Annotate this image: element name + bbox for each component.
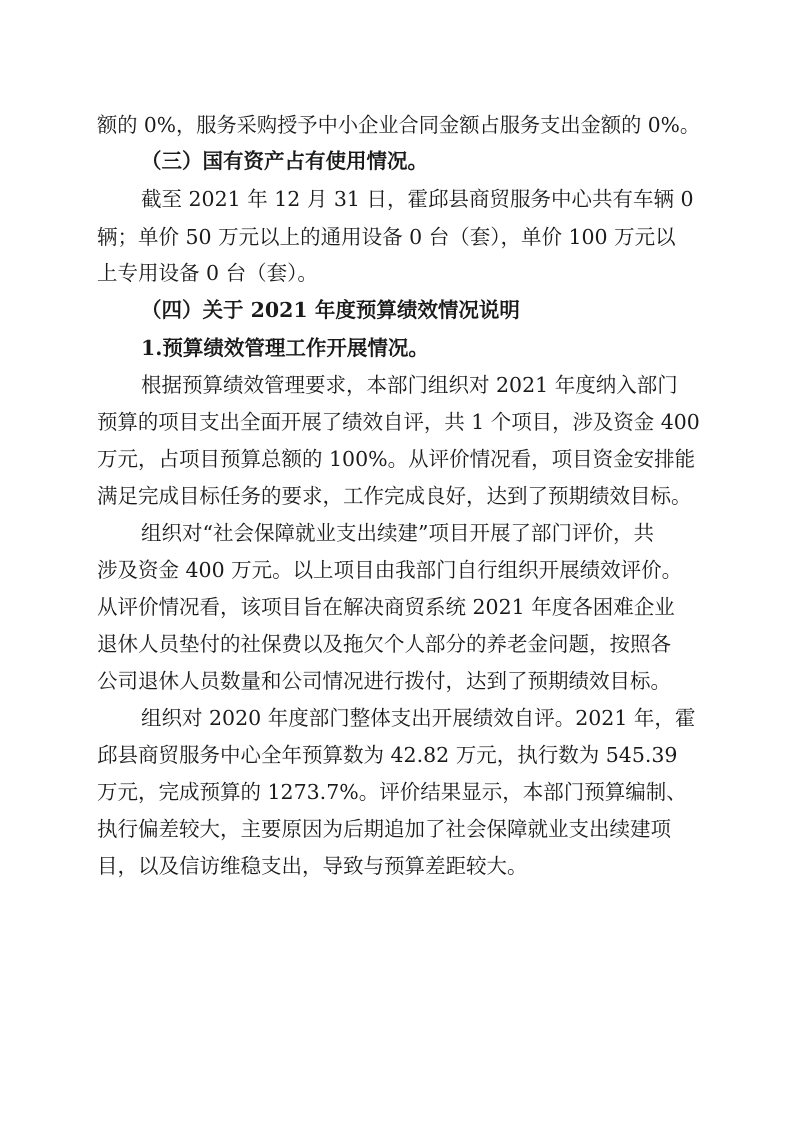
body-text-line: 目，以及信访维稳支出，导致与预算差距较大。 [97,854,528,878]
body-text-line: 满足完成目标任务的要求，工作完成良好，达到了预期绩效目标。 [97,484,692,508]
body-text-line: 上专用设备 0 台（套）。 [97,261,318,285]
body-text-line: 组织对 2020 年度部门整体支出开展绩效自评。2021 年，霍 [141,706,696,730]
body-text-line: 根据预算绩效管理要求，本部门组织对 2021 年度纳入部门 [141,373,678,397]
body-text-line: 预算的项目支出全面开展了绩效自评，共 1 个项目，涉及资金 400 [97,410,700,434]
body-text-line: 万元，完成预算的 1273.7%。评价结果显示，本部门预算编制、 [97,780,687,804]
body-text-line: 邱县商贸服务中心全年预算数为 42.82 万元，执行数为 545.39 [97,743,678,767]
body-text-line: 从评价情况看，该项目旨在解决商贸系统 2021 年度各困难企业 [97,595,675,619]
body-text-line: 万元，占项目预算总额的 100%。从评价情况看，项目资金安排能 [97,447,696,471]
subsection-heading-performance-management: 1.预算绩效管理工作开展情况。 [141,336,429,360]
body-text-line: 涉及资金 400 万元。以上项目由我部门自行组织开展绩效评价。 [97,558,683,582]
body-text-line: 执行偏差较大，主要原因为后期追加了社会保障就业支出续建项 [97,817,671,841]
body-text-line: 辆；单价 50 万元以上的通用设备 0 台（套），单价 100 万元以 [97,225,676,249]
section-heading-state-assets: （三）国有资产占有使用情况。 [141,149,428,173]
body-text-line: 组织对“社会保障就业支出续建”项目开展了部门评价，共 [141,521,654,545]
section-heading-budget-performance: （四）关于 2021 年度预算绩效情况说明 [141,298,520,322]
body-text-line: 额的 0%，服务采购授予中小企业合同金额占服务支出金额的 0%。 [97,113,701,137]
body-text-line: 退休人员垫付的社保费以及拖欠个人部分的养老金问题，按照各 [97,632,671,656]
body-text-line: 截至 2021 年 12 月 31 日，霍邱县商贸服务中心共有车辆 0 [141,187,694,211]
body-text-line: 公司退休人员数量和公司情况进行拨付，达到了预期绩效目标。 [97,669,671,693]
